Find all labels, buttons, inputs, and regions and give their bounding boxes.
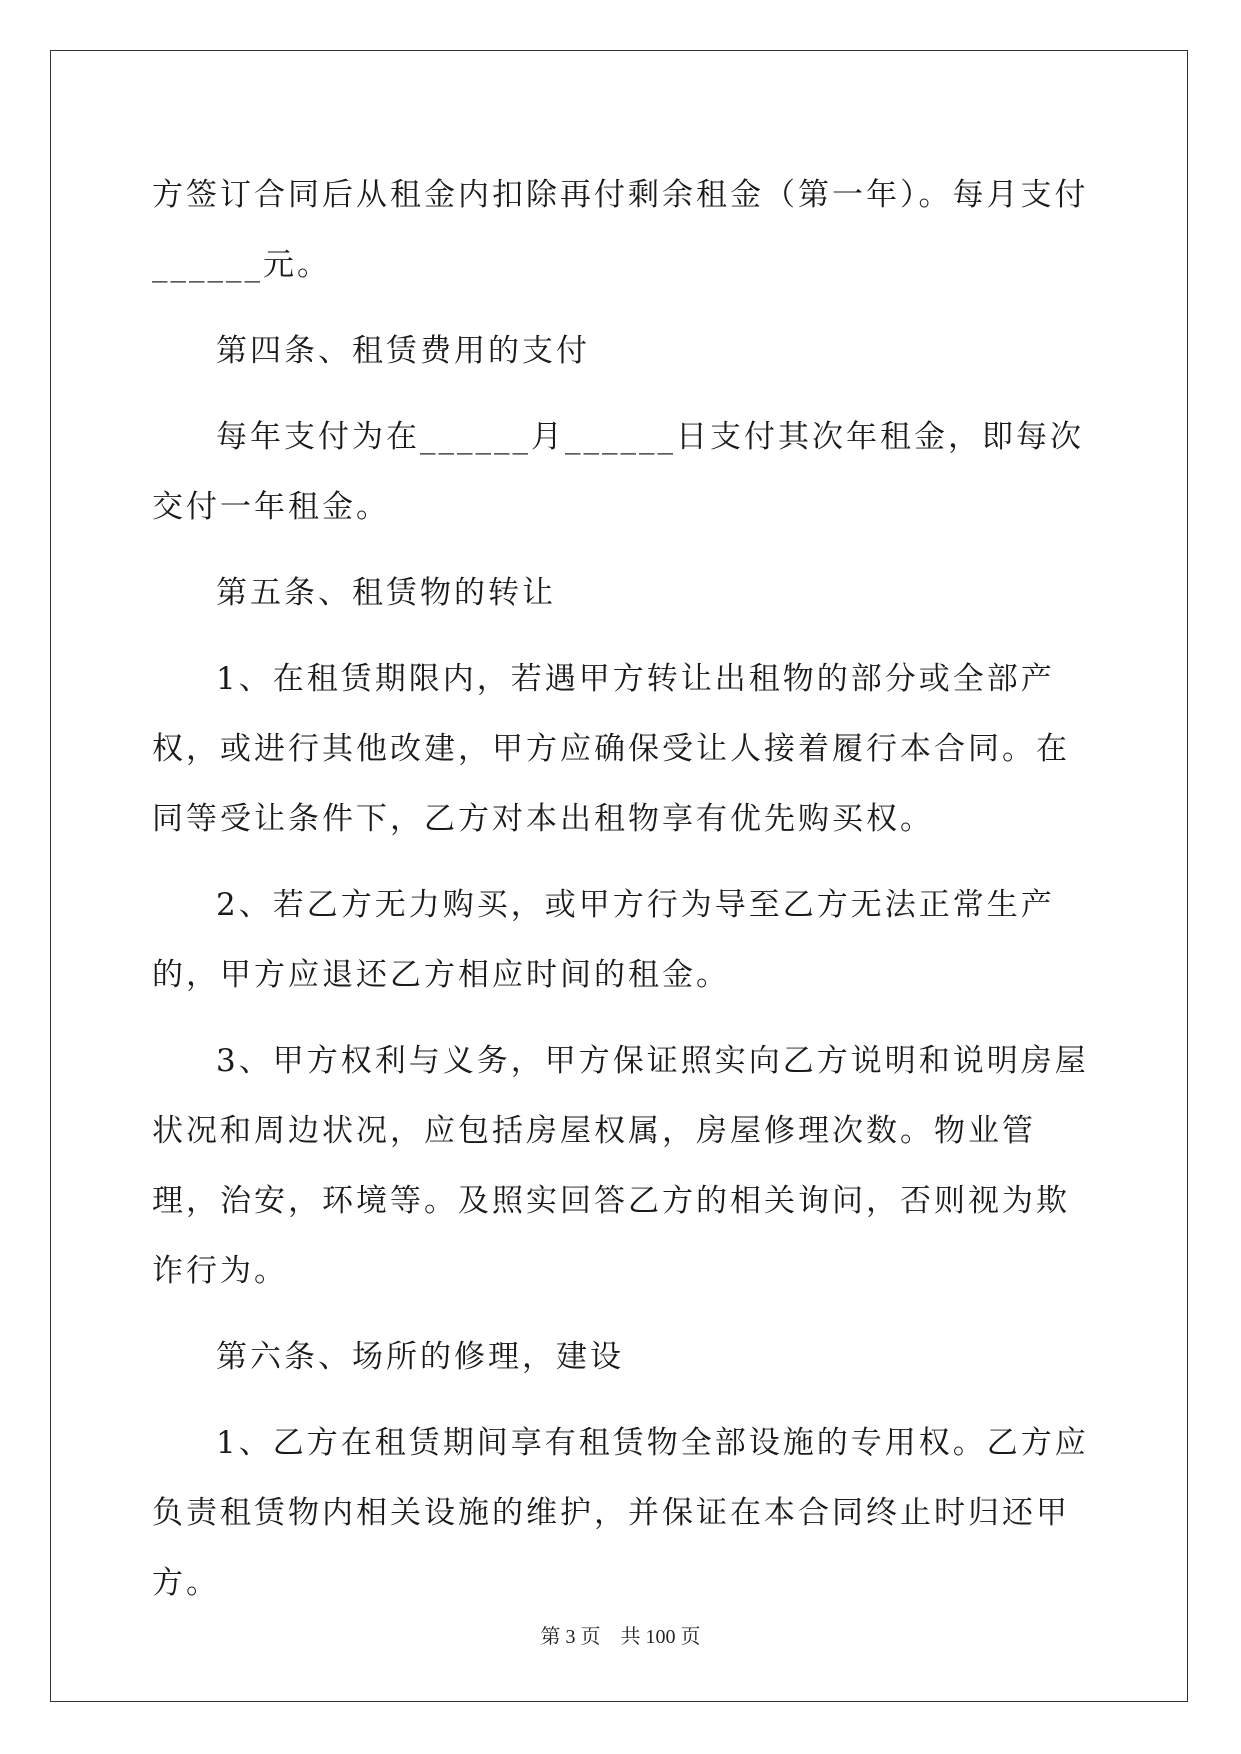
page-footer: 第 3 页 共 100 页: [540, 1626, 701, 1648]
article-6-clause-1: 1、乙方在租赁期间享有租赁物全部设施的专用权。乙方应负责租赁物内相关设施的维护，并保证在本合同终止时归还甲方。: [152, 1425, 1089, 1601]
paragraph-continuation: 方签订合同后从租金内扣除再付剩余租金（第一年）。每月支付______元。: [152, 177, 1089, 283]
article-4-text: 每年支付为在______月______日支付其次年租金，即每次交付一年租金。: [152, 419, 1084, 525]
article-6-heading: 第六条、场所的修理，建设: [216, 1339, 624, 1375]
article-5-clause-3: 3、甲方权利与义务，甲方保证照实向乙方说明和说明房屋状况和周边状况，应包括房屋权属，房屋修理次数。物业管理，治安，环境等。及照实回答乙方的相关询问，否则视为欺诈行为。: [152, 1043, 1089, 1289]
article-4-heading: 第四条、租赁费用的支付: [216, 333, 590, 369]
document-body: [152, 160, 1092, 1634]
article-5-clause-2: 2、若乙方无力购买，或甲方行为导至乙方无法正常生产的，甲方应退还乙方相应时间的租金。: [152, 887, 1055, 993]
article-5-clause-1: 1、在租赁期限内，若遇甲方转让出租物的部分或全部产权，或进行其他改建，甲方应确保受让人接着履行本合同。在同等受让条件下，乙方对本出租物享有优先购买权。: [152, 661, 1070, 837]
article-5-heading: 第五条、租赁物的转让: [216, 575, 556, 611]
